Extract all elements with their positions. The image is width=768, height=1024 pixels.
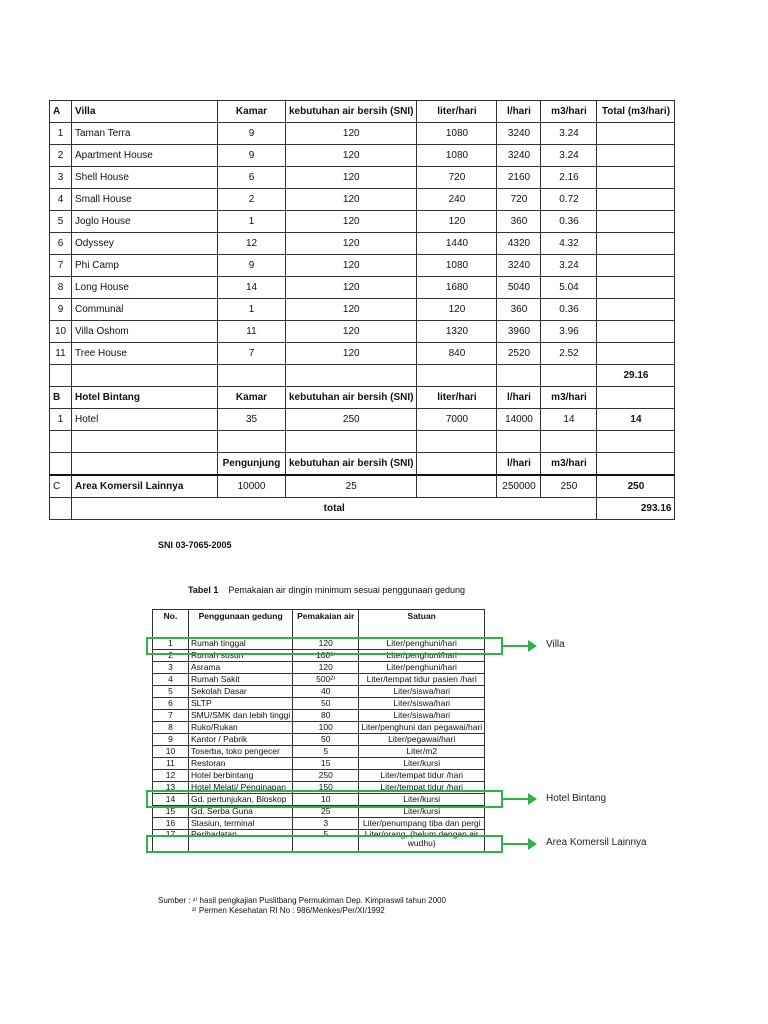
sni-no: 8 xyxy=(153,722,189,734)
row-liter: 120 xyxy=(417,299,497,321)
sni-no: 3 xyxy=(153,662,189,674)
table-row xyxy=(50,409,675,431)
empty-cell xyxy=(72,365,218,387)
sni-pemakaian: 100¹⁾ xyxy=(293,650,359,662)
row-total xyxy=(597,123,675,145)
grand-total-row xyxy=(50,498,675,520)
sni-pemakaian: 10 xyxy=(293,794,359,806)
sni-satuan: Liter/penghuni/hari xyxy=(359,662,485,674)
row-no: 3 xyxy=(50,167,72,189)
empty-cell xyxy=(50,365,72,387)
row-total: 14 xyxy=(597,409,675,431)
row-liter: 1080 xyxy=(417,123,497,145)
sni-penggunaan: Rumah tinggal xyxy=(189,638,293,650)
sni-penggunaan: Gd. Serba Guna xyxy=(189,806,293,818)
sni-header-no: No. xyxy=(153,610,189,638)
header-total: Total (m3/hari) xyxy=(597,101,675,123)
sni-no: 13 xyxy=(153,782,189,794)
row-kamar: 2 xyxy=(218,189,286,211)
sni-row xyxy=(153,662,485,674)
sni-pemakaian: 50 xyxy=(293,698,359,710)
row-no: 6 xyxy=(50,233,72,255)
row-sni: 120 xyxy=(286,277,417,299)
table-row xyxy=(50,321,675,343)
sni-pemakaian: 120 xyxy=(293,662,359,674)
row-lhari: 4320 xyxy=(497,233,541,255)
sni-pemakaian: 500²⁾ xyxy=(293,674,359,686)
sni-table-caption xyxy=(188,585,465,595)
highlight-label-villa: Villa xyxy=(546,639,565,650)
row-lhari: 14000 xyxy=(497,409,541,431)
highlight-label-hotel: Hotel Bintang xyxy=(546,793,607,804)
row-kamar: 1 xyxy=(218,299,286,321)
empty-cell xyxy=(417,431,497,453)
row-liter: 1680 xyxy=(417,277,497,299)
empty-cell xyxy=(497,365,541,387)
sni-title: SNI 03-7065-2005 xyxy=(158,540,232,550)
table-row xyxy=(50,233,675,255)
area-header-row xyxy=(50,453,675,476)
empty-cell xyxy=(50,453,72,476)
sni-no: 7 xyxy=(153,710,189,722)
sni-satuan: Liter/kursi xyxy=(359,794,485,806)
sni-satuan: Liter/siswa/hari xyxy=(359,686,485,698)
sni-row xyxy=(153,710,485,722)
highlight-box-hotel xyxy=(146,790,503,808)
source-note-2: ²⁾ Permen Kesehatan RI No : 986/Menkes/Per/XI/1992 xyxy=(192,906,385,915)
row-name: Odyssey xyxy=(72,233,218,255)
sni-penggunaan: Restoran xyxy=(189,758,293,770)
row-lhari: 3960 xyxy=(497,321,541,343)
sni-satuan: Liter/penghuni dan pegawai/hari xyxy=(359,722,485,734)
highlight-box-villa xyxy=(146,637,503,655)
row-lhari: 360 xyxy=(497,299,541,321)
sni-pemakaian: 120 xyxy=(293,638,359,650)
row-total xyxy=(597,211,675,233)
water-demand-table xyxy=(49,100,675,520)
empty-cell xyxy=(50,498,72,520)
empty-cell xyxy=(50,431,72,453)
sni-penggunaan: Rumah Sakit xyxy=(189,674,293,686)
sni-header-satuan: Satuan xyxy=(359,610,485,638)
row-m3: 14 xyxy=(541,409,597,431)
row-total xyxy=(597,255,675,277)
empty-cell xyxy=(541,431,597,453)
row-m3: 2.52 xyxy=(541,343,597,365)
sni-no: 11 xyxy=(153,758,189,770)
empty-cell xyxy=(286,431,417,453)
row-lhari: 5040 xyxy=(497,277,541,299)
sni-satuan: Liter/tempat tidur pasien /hari xyxy=(359,674,485,686)
sni-row xyxy=(153,698,485,710)
empty-cell xyxy=(417,453,497,476)
sni-satuan: Liter/penghuni/hari xyxy=(359,638,485,650)
table-row xyxy=(50,189,675,211)
section-code: C xyxy=(50,475,72,498)
row-sni: 25 xyxy=(286,475,417,498)
sni-row xyxy=(153,818,485,830)
row-total: 250 xyxy=(597,475,675,498)
sni-penggunaan: Rumah susun xyxy=(189,650,293,662)
row-no: 11 xyxy=(50,343,72,365)
row-m3: 0.36 xyxy=(541,299,597,321)
header-kebutuhan: kebutuhan air bersih (SNI) xyxy=(286,101,417,123)
table-row xyxy=(50,475,675,498)
sni-satuan: Liter/kursi xyxy=(359,806,485,818)
sni-penggunaan: Peribadatan xyxy=(189,830,293,853)
empty-cell xyxy=(417,475,497,498)
row-sni: 120 xyxy=(286,321,417,343)
row-no: 7 xyxy=(50,255,72,277)
row-sni: 120 xyxy=(286,343,417,365)
sni-pemakaian: 150 xyxy=(293,782,359,794)
section-code: B xyxy=(50,387,72,409)
row-total xyxy=(597,277,675,299)
row-name: Long House xyxy=(72,277,218,299)
sni-pemakaian: 5 xyxy=(293,746,359,758)
row-m3: 5.04 xyxy=(541,277,597,299)
header-lhari: l/hari xyxy=(497,387,541,409)
row-lhari: 250000 xyxy=(497,475,541,498)
sni-table-caption-text: Pemakaian air dingin minimum sesuai penggunaan gedung xyxy=(228,585,466,595)
row-name: Tree House xyxy=(72,343,218,365)
header-liter: liter/hari xyxy=(417,101,497,123)
row-no: 9 xyxy=(50,299,72,321)
row-kamar: 11 xyxy=(218,321,286,343)
sni-satuan: Liter/orang, (belum dengan air wudhu) xyxy=(359,830,485,853)
sni-satuan: Liter/tempat tidur /hari xyxy=(359,782,485,794)
row-no: 2 xyxy=(50,145,72,167)
highlight-label-area: Area Komersil Lainnya xyxy=(546,837,647,848)
empty-cell xyxy=(286,365,417,387)
header-m3: m3/hari xyxy=(541,387,597,409)
arrow-villa xyxy=(503,645,529,647)
row-m3: 2.16 xyxy=(541,167,597,189)
arrow-area xyxy=(503,843,529,845)
empty-cell xyxy=(72,453,218,476)
sni-header-row xyxy=(153,610,485,638)
row-kamar: 12 xyxy=(218,233,286,255)
sni-penggunaan: SMU/SMK dan lebih tinggi xyxy=(189,710,293,722)
sni-no: 1 xyxy=(153,638,189,650)
header-m3: m3/hari xyxy=(541,453,597,476)
row-name: Apartment House xyxy=(72,145,218,167)
header-lhari: l/hari xyxy=(497,453,541,476)
row-no: 10 xyxy=(50,321,72,343)
row-name: Phi Camp xyxy=(72,255,218,277)
row-sni: 120 xyxy=(286,189,417,211)
sni-pemakaian: 3 xyxy=(293,818,359,830)
row-m3: 3.96 xyxy=(541,321,597,343)
sni-pemakaian: 50 xyxy=(293,734,359,746)
sni-pemakaian: 25 xyxy=(293,806,359,818)
row-sni: 120 xyxy=(286,255,417,277)
row-name: Villa Oshom xyxy=(72,321,218,343)
header-kebutuhan: kebutuhan air bersih (SNI) xyxy=(286,453,417,476)
sni-no: 9 xyxy=(153,734,189,746)
row-no: 1 xyxy=(50,409,72,431)
row-name: Hotel xyxy=(72,409,218,431)
villa-total: 29.16 xyxy=(597,365,675,387)
sni-penggunaan: Stasiun, terminal xyxy=(189,818,293,830)
sni-source xyxy=(158,896,446,916)
row-liter: 1320 xyxy=(417,321,497,343)
hotel-header-row xyxy=(50,387,675,409)
header-kebutuhan: kebutuhan air bersih (SNI) xyxy=(286,387,417,409)
row-name: Taman Terra xyxy=(72,123,218,145)
row-m3: 0.72 xyxy=(541,189,597,211)
row-m3: 0.36 xyxy=(541,211,597,233)
empty-cell xyxy=(218,431,286,453)
row-liter: 1080 xyxy=(417,145,497,167)
header-pengunjung: Pengunjung xyxy=(218,453,286,476)
row-liter: 720 xyxy=(417,167,497,189)
row-pengunjung: 10000 xyxy=(218,475,286,498)
sni-row xyxy=(153,770,485,782)
sni-penggunaan: Sekolah Dasar xyxy=(189,686,293,698)
section-code: A xyxy=(50,101,72,123)
section-name: Hotel Bintang xyxy=(72,387,218,409)
table-row xyxy=(50,343,675,365)
empty-cell xyxy=(541,365,597,387)
row-m3: 4.32 xyxy=(541,233,597,255)
sni-row xyxy=(153,722,485,734)
sni-penggunaan: Ruko/Rukan xyxy=(189,722,293,734)
empty-cell xyxy=(597,453,675,476)
sni-satuan: Liter/penghuni/hari xyxy=(359,650,485,662)
sni-no: 4 xyxy=(153,674,189,686)
sni-penggunaan: Hotel Melati/ Penginapan xyxy=(189,782,293,794)
row-sni: 120 xyxy=(286,145,417,167)
table-row xyxy=(50,123,675,145)
table-row xyxy=(50,167,675,189)
sni-pemakaian: 250 xyxy=(293,770,359,782)
row-name: Communal xyxy=(72,299,218,321)
row-total xyxy=(597,233,675,255)
row-name: Area Komersil Lainnya xyxy=(72,475,218,498)
sni-satuan: Liter/pegawai/hari xyxy=(359,734,485,746)
empty-cell xyxy=(597,431,675,453)
table-row xyxy=(50,145,675,167)
sni-row xyxy=(153,686,485,698)
row-sni: 120 xyxy=(286,299,417,321)
sni-pemakaian: 80 xyxy=(293,710,359,722)
sni-row xyxy=(153,758,485,770)
header-lhari: l/hari xyxy=(497,101,541,123)
sni-no: 15 xyxy=(153,806,189,818)
row-m3: 3.24 xyxy=(541,123,597,145)
row-liter: 120 xyxy=(417,211,497,233)
empty-row xyxy=(50,431,675,453)
row-liter: 840 xyxy=(417,343,497,365)
sni-pemakaian: 15 xyxy=(293,758,359,770)
grand-total: 293.16 xyxy=(597,498,675,520)
table-row xyxy=(50,299,675,321)
row-total xyxy=(597,299,675,321)
sni-satuan: Liter/siswa/hari xyxy=(359,710,485,722)
sni-penggunaan: Asrama xyxy=(189,662,293,674)
row-kamar: 1 xyxy=(218,211,286,233)
sni-row xyxy=(153,746,485,758)
row-liter: 1080 xyxy=(417,255,497,277)
header-m3: m3/hari xyxy=(541,101,597,123)
sni-satuan: Liter/tempat tidur /hari xyxy=(359,770,485,782)
sni-pemakaian: 100 xyxy=(293,722,359,734)
row-kamar: 6 xyxy=(218,167,286,189)
row-kamar: 9 xyxy=(218,255,286,277)
sni-penggunaan: Hotel berbintang xyxy=(189,770,293,782)
villa-header-row xyxy=(50,101,675,123)
row-sni: 120 xyxy=(286,233,417,255)
header-liter: liter/hari xyxy=(417,387,497,409)
sni-penggunaan: SLTP xyxy=(189,698,293,710)
row-sni: 250 xyxy=(286,409,417,431)
sni-header-penggunaan: Penggunaan gedung xyxy=(189,610,293,638)
row-liter: 7000 xyxy=(417,409,497,431)
sni-no: 14 xyxy=(153,794,189,806)
row-sni: 120 xyxy=(286,211,417,233)
section-name: Villa xyxy=(72,101,218,123)
sni-header-pemakaian: Pemakaian air xyxy=(293,610,359,638)
sni-satuan: Liter/siswa/hari xyxy=(359,698,485,710)
row-total xyxy=(597,189,675,211)
sni-satuan: Liter/penumpang tiba dan pergi xyxy=(359,818,485,830)
row-lhari: 3240 xyxy=(497,255,541,277)
row-name: Small House xyxy=(72,189,218,211)
empty-cell xyxy=(417,365,497,387)
row-m3: 250 xyxy=(541,475,597,498)
row-name: Shell House xyxy=(72,167,218,189)
empty-cell xyxy=(497,431,541,453)
row-total xyxy=(597,145,675,167)
row-lhari: 2160 xyxy=(497,167,541,189)
row-lhari: 720 xyxy=(497,189,541,211)
row-name: Joglo House xyxy=(72,211,218,233)
empty-cell xyxy=(597,387,675,409)
row-kamar: 14 xyxy=(218,277,286,299)
sni-no: 12 xyxy=(153,770,189,782)
row-lhari: 360 xyxy=(497,211,541,233)
villa-total-row xyxy=(50,365,675,387)
sni-satuan: Liter/m2 xyxy=(359,746,485,758)
table-row xyxy=(50,211,675,233)
empty-cell xyxy=(72,431,218,453)
row-total xyxy=(597,321,675,343)
highlight-box-area xyxy=(146,835,503,853)
row-m3: 3.24 xyxy=(541,145,597,167)
row-liter: 1440 xyxy=(417,233,497,255)
row-no: 8 xyxy=(50,277,72,299)
row-total xyxy=(597,167,675,189)
row-lhari: 2520 xyxy=(497,343,541,365)
row-lhari: 3240 xyxy=(497,145,541,167)
row-kamar: 35 xyxy=(218,409,286,431)
arrow-hotel xyxy=(503,798,529,800)
sni-no: 17 xyxy=(153,830,189,853)
sni-pemakaian: 40 xyxy=(293,686,359,698)
row-kamar: 9 xyxy=(218,123,286,145)
row-total xyxy=(597,343,675,365)
empty-cell xyxy=(218,365,286,387)
row-kamar: 9 xyxy=(218,145,286,167)
row-m3: 3.24 xyxy=(541,255,597,277)
sni-pemakaian: 5 xyxy=(293,830,359,853)
table-row xyxy=(50,277,675,299)
sni-penggunaan: Toserba, toko pengecer xyxy=(189,746,293,758)
row-no: 1 xyxy=(50,123,72,145)
row-lhari: 3240 xyxy=(497,123,541,145)
row-liter: 240 xyxy=(417,189,497,211)
sni-no: 2 xyxy=(153,650,189,662)
sni-no: 10 xyxy=(153,746,189,758)
row-no: 5 xyxy=(50,211,72,233)
row-sni: 120 xyxy=(286,123,417,145)
row-no: 4 xyxy=(50,189,72,211)
sni-row xyxy=(153,674,485,686)
sni-table-caption-label: Tabel 1 xyxy=(188,585,219,595)
sni-satuan: Liter/kursi xyxy=(359,758,485,770)
sni-row xyxy=(153,734,485,746)
grand-total-label: total xyxy=(72,498,597,520)
header-kamar: Kamar xyxy=(218,387,286,409)
header-kamar: Kamar xyxy=(218,101,286,123)
row-kamar: 7 xyxy=(218,343,286,365)
sni-penggunaan: Gd. pertunjukan, Bioskop xyxy=(189,794,293,806)
sni-no: 5 xyxy=(153,686,189,698)
table-row xyxy=(50,255,675,277)
sni-no: 6 xyxy=(153,698,189,710)
row-sni: 120 xyxy=(286,167,417,189)
source-label: Sumber : xyxy=(158,896,191,905)
sni-no: 16 xyxy=(153,818,189,830)
sni-penggunaan: Kantor / Pabrik xyxy=(189,734,293,746)
source-note-1: ¹⁾ hasil pengkajian Puslitbang Permukiman Dep. Kimpraswil tahun 2000 xyxy=(192,896,446,905)
